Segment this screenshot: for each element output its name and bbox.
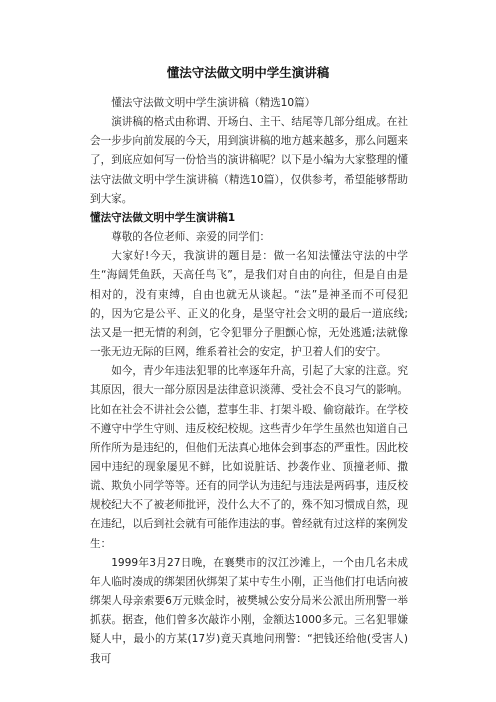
paragraph: 尊敬的各位老师、亲爱的同学们： xyxy=(111,231,271,244)
paragraph: 演讲稿的格式由称谓、开场白、主干、结尾等几部分组成。在社会一步步向前发展的今天，用到演讲稿的地方越来越多，那么问题来了，到底应如何写一份恰当的演讲稿呢？以下是小编为大家整理的懂法守法做文明中学生演讲稿（精选10篇），仅供参考，希望能够帮助到大家。 xyxy=(90,116,408,205)
document-title: 懂法守法做文明中学生演讲稿 xyxy=(166,65,330,80)
paragraph: 懂法守法做文明中学生演讲稿（精选10篇） xyxy=(111,97,316,109)
paragraph: 如今，青少年违法犯罪的比率逐年升高，引起了大家的注意。究其原因，很大一部分原因是法律意识淡薄、受社会不良习气的影响。比如在社会不讲社会公德，惹事生非、打架斗殴、偷窃敲诈。在学校不遵守中学生守则、违反校纪校规。这些青少年学生虽然也知道自己所作所为是违纪的，但他们无法真心地体会到事态的严重性。因此校园中违纪的现象屡见不鲜，比如说脏话、抄袭作业、顶撞老师、撒谎、欺负小同学等等。还有的同学认为违纪与违法是两码事，违反校规校纪大不了被老师批评，没什么大不了的，殊不知习惯成自然，现在违纪，以后到社会就有可能作违法的事。曾经就有过这样的案例发生： xyxy=(90,365,408,550)
paragraph: 1999年3月27日晚，在襄樊市的汉江沙滩上，一个由几名未成年人临时凑成的绑架团伙绑架了某中专生小刚，正当他们打电话向被绑架人母亲索要6万元赎金时，被樊城公安分局米公派出所刑警一举抓获。据查，他们曾多次敲诈小刚，金额达1000多元。三名犯罪嫌疑人中，最小的方某(17岁)竟天真地问刑警：“把钱还给他(受害人)我可 xyxy=(90,556,408,665)
paragraph: 大家好!今天，我演讲的题目是：做一名知法懂法守法的中学生“海阔凭鱼跃，天高任鸟飞”，是我们对自由的向往，但是自由是相对的，没有束缚，自由也就无从谈起。“法”是神圣而不可侵犯的，因为它是公平、正义的化身，是坚守社会文明的最后一道底线;法又是一把无情的利剑，它令犯罪分子胆颤心惊，无处逃遁;法就像一张无边无际的巨网，维系着社会的安定，护卫着人们的安宁。 xyxy=(90,250,408,359)
document-body xyxy=(90,94,408,669)
section-heading: 懂法守法做文明中学生演讲稿1 xyxy=(90,211,236,224)
